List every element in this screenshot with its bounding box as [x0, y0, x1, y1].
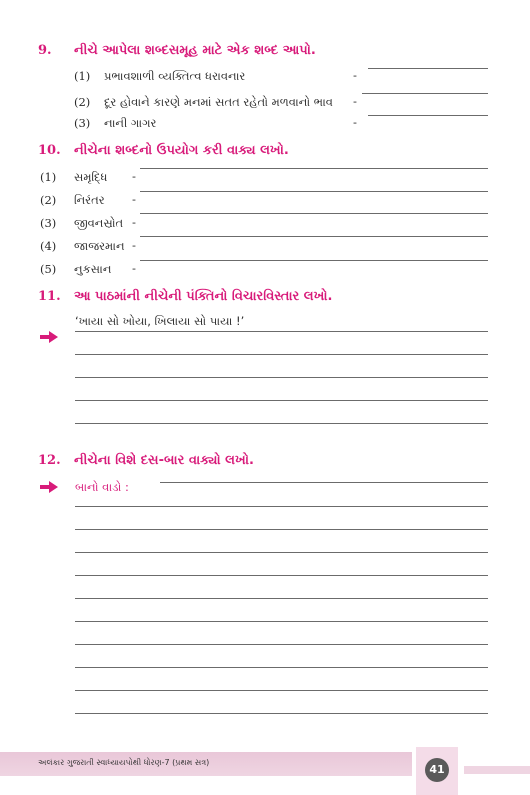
answer-line[interactable] — [75, 377, 488, 378]
answer-line[interactable] — [75, 713, 488, 714]
arrow-right-icon — [40, 331, 58, 343]
dash: - — [353, 116, 357, 129]
dash: - — [132, 262, 136, 275]
item-index: (1) — [74, 69, 91, 83]
question-number: 11. — [38, 289, 61, 304]
item-index: (3) — [40, 216, 57, 230]
page-number: 41 — [425, 758, 449, 782]
answer-line[interactable] — [75, 690, 488, 691]
question-9-heading — [38, 43, 316, 58]
question-number: 12. — [38, 453, 61, 468]
dash: - — [353, 69, 357, 82]
answer-line[interactable] — [140, 168, 488, 169]
item-text: નાની ગાગર — [104, 116, 157, 130]
dash: - — [132, 193, 136, 206]
item-word: જાજરમાન — [74, 239, 125, 253]
answer-line[interactable] — [140, 260, 488, 261]
q11-quote: ‘ખાયા સો ખોયા, ખિલાયા સો પાયા !’ — [75, 314, 245, 328]
answer-line[interactable] — [75, 575, 488, 576]
item-index: (1) — [40, 170, 57, 184]
dash: - — [132, 170, 136, 183]
answer-line[interactable] — [75, 667, 488, 668]
dash: - — [132, 216, 136, 229]
item-word: સમૃદ્ધિ — [74, 170, 108, 184]
answer-line[interactable] — [368, 68, 488, 69]
answer-line[interactable] — [75, 529, 488, 530]
question-title: આ પાઠમાંની નીચેની પંક્તિનો વિચારવિસ્તાર લખો. — [74, 289, 333, 304]
dash: - — [353, 95, 357, 108]
item-index: (2) — [40, 193, 57, 207]
q12-topic: બાનો વાડો : — [75, 480, 129, 494]
arrow-right-icon — [40, 481, 58, 493]
answer-line[interactable] — [140, 236, 488, 237]
answer-line[interactable] — [75, 644, 488, 645]
question-number: 10. — [38, 143, 61, 158]
question-title: નીચેના શબ્દનો ઉપયોગ કરી વાક્ય લખો. — [74, 143, 289, 158]
item-word: નિરંતર — [74, 193, 105, 207]
answer-line[interactable] — [75, 598, 488, 599]
answer-line[interactable] — [75, 354, 488, 355]
item-word: નુકસાન — [74, 262, 112, 276]
dash: - — [132, 239, 136, 252]
answer-line[interactable] — [368, 115, 488, 116]
item-index: (4) — [40, 239, 57, 253]
item-word: જીવનસ્રોત — [74, 216, 124, 230]
answer-line[interactable] — [75, 552, 488, 553]
item-index: (5) — [40, 262, 57, 276]
question-number: 9. — [38, 43, 52, 58]
answer-line[interactable] — [140, 191, 488, 192]
answer-line[interactable] — [75, 621, 488, 622]
answer-line[interactable] — [75, 331, 488, 332]
question-10-heading — [38, 143, 289, 158]
answer-line[interactable] — [362, 93, 488, 94]
item-index: (2) — [74, 95, 91, 109]
question-title: નીચેના વિશે દસ-બાર વાક્યો લખો. — [74, 453, 254, 468]
item-index: (3) — [74, 116, 91, 130]
answer-line[interactable] — [75, 400, 488, 401]
item-text: દૂર હોવાને કારણે મનમાં સતત રહેતો મળવાનો ભાવ — [104, 95, 333, 109]
footer-book-title: અલંકાર ગુજરાતી સ્વાધ્યાયપોથી ધોરણ-7 (પ્રથમ સત્ર) — [38, 758, 210, 767]
answer-line[interactable] — [160, 482, 488, 483]
question-12-heading — [38, 453, 254, 468]
answer-line[interactable] — [75, 506, 488, 507]
question-11-heading — [38, 289, 333, 304]
answer-line[interactable] — [75, 423, 488, 424]
footer-band-right — [464, 766, 530, 774]
item-text: પ્રભાવશાળી વ્યક્તિત્વ ધરાવનાર — [104, 69, 246, 83]
answer-line[interactable] — [140, 213, 488, 214]
question-title: નીચે આપેલા શબ્દસમૂહ માટે એક શબ્દ આપો. — [74, 43, 316, 58]
